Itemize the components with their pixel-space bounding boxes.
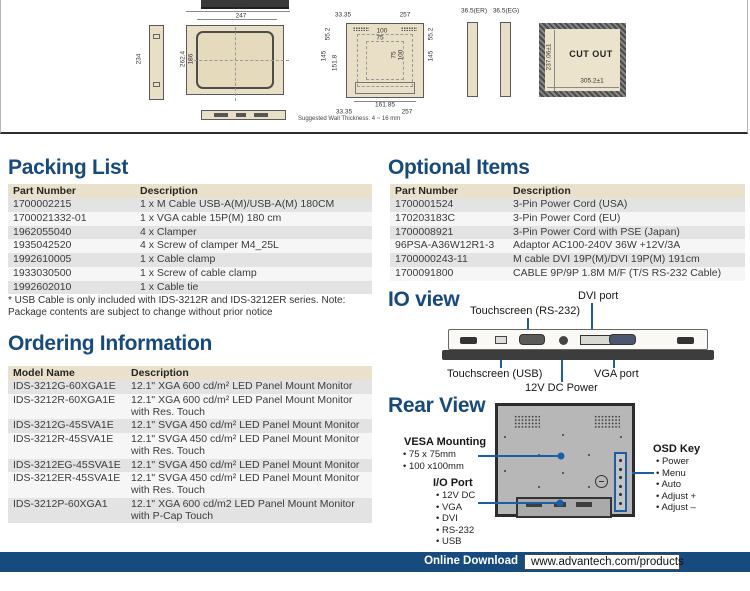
table-row [8,433,372,459]
description-cell: 12.1" XGA 600 cd/m2 LED Panel Mount Monitor with P-Cap Touch [126,498,372,524]
dim-side-eg: 36.5(EG) [492,7,520,15]
part-number-cell: 1700000243-11 [390,253,508,267]
dim-side-er: 36.5(ER) [460,7,488,15]
dim-rear-inner-c: 75 [390,51,398,59]
part-number-cell: 1700091800 [390,267,508,281]
description-cell: 1 x VGA cable 15P(M) 180 cm [135,212,372,226]
centerline-vertical [235,27,236,101]
io-port-item: • USB [436,536,475,548]
part-number-cell: 96PSA-A36W12R1-3 [390,239,508,253]
dim-rear-left-b: 145 [320,50,328,62]
model-name-cell: IDS-3212G-45SVA1E [8,419,126,433]
vesa-mounting-list [403,449,464,472]
model-name-cell: IDS-3212EG-45SVA1E [8,459,126,473]
table-row [8,380,372,394]
osd-item: • Menu [656,468,696,480]
table-row [8,459,372,473]
description-cell: CABLE 9P/9P 1.8M M/F (T/S RS-232 Cable) [508,267,745,281]
wall-thickness-note: Suggested Wall Thickness: 4 ~ 16 mm [298,116,401,122]
description-cell: 12.1" SVGA 450 cd/m² LED Panel Mount Monitor [126,419,372,433]
leader-line-dvi [591,303,593,331]
dim-rear-inner-b: 75 [376,34,384,42]
description-cell: 12.1" SVGA 450 cd/m² LED Panel Mount Monitor [126,459,372,473]
io-port-item: • RS-232 [436,525,475,537]
dim-rear-right-b: 145 [427,50,435,62]
part-number-cell: 1992602010 [8,281,135,295]
rear-io-connector [576,502,592,507]
osd-key-list [656,456,696,514]
table-row [8,239,372,253]
osd-item: • Power [656,456,696,468]
table-row [8,267,372,281]
dim-side-height: 234 [135,53,143,65]
part-number-cell: 1933030500 [8,267,135,281]
osd-buttons [614,452,627,512]
dim-rear-right-a: 55.2 [427,27,435,41]
table-row [390,267,745,281]
rear-vent [401,27,417,31]
ground-screw [595,475,608,488]
ordering-information-title: Ordering Information [8,332,213,355]
dim-front-outer-height: 262.4 [179,50,187,68]
dim-rear-inner-a: 100 [376,27,388,35]
dim-rear-bottom-a: 161.85 [375,101,395,109]
leader-line-vesa [478,455,560,457]
bottom-view-connector [214,113,228,117]
part-number-cell: 1700008921 [390,226,508,240]
io-port-list [436,490,475,548]
part-number-cell: 170203183C [390,212,508,226]
description-cell: M cable DVI 19P(M)/DVI 19P(M) 191cm [508,253,745,267]
dim-rear-top-width: 257 [399,11,411,19]
leader-line-io-port [478,502,558,504]
optional-items-title: Optional Items [388,156,530,179]
packing-list-title: Packing List [8,156,129,179]
vga-connector [609,334,636,345]
description-cell: 4 x Clamper [135,226,372,240]
description-cell: 12.1" XGA 600 cd/m² LED Panel Mount Monitor with Res. Touch [126,394,372,420]
part-number-cell: 1962055040 [8,226,135,240]
description-cell: Adaptor AC100-240V 36W +12V/3A [508,239,745,253]
ordering-col-model-name: Model Name [8,366,126,380]
ordering-col-description: Description [126,366,372,380]
cutout-label: CUT OUT [569,49,613,59]
table-row [8,498,372,524]
packing-list-note: * USB Cable is only included with IDS-3212R and IDS-3212ER series. Note: Package contents are subject to change without prior notice [8,295,346,318]
model-name-cell: IDS-3212ER-45SVA1E [8,472,126,498]
rear-screws [498,406,500,408]
leader-dot-vesa [558,453,565,460]
dim-rear-left-c: 151.8 [331,54,339,72]
description-cell: 1 x Screw of cable clamp [135,267,372,281]
description-cell: 1 x Cable tie [135,281,372,295]
vesa-item: • 75 x 75mm [403,449,464,461]
model-name-cell: IDS-3212P-60XGA1 [8,498,126,524]
dim-rear-left-a: 55.2 [324,27,332,41]
io-vent-left [460,337,477,344]
rear-vent-right [594,415,620,429]
osd-item: • Adjust + [656,491,696,503]
side-view-drawing [149,25,164,100]
dim-rear-bottom-b: 33.35 [335,108,353,116]
table-row [8,212,372,226]
online-download-label: Online Download [424,555,518,567]
label-touchscreen-rs232: Touchscreen (RS-232) [470,305,581,317]
dim-rear-top-offset: 33.35 [334,11,352,19]
model-name-cell: IDS-3212G-60XGA1E [8,380,126,394]
table-row [8,281,372,295]
table-row [390,253,745,267]
part-number-cell: 1935042520 [8,239,135,253]
dim-rear-bottom-c: 257 [401,108,413,116]
io-port-item: • VGA [436,502,475,514]
packing-col-part-number: Part Number [8,184,135,198]
description-cell: 12.1" SVGA 450 cd/m² LED Panel Mount Monitor with Res. Touch [126,472,372,498]
table-row [8,394,372,420]
part-number-cell: 1700002215 [8,198,135,212]
table-row [390,239,745,253]
optional-items-table [390,184,745,281]
table-row [8,198,372,212]
osd-item: • Auto [656,479,696,491]
usb-connector [495,336,507,344]
packing-list-table [8,184,372,294]
dim-line [547,87,619,88]
label-touchscreen-usb: Touchscreen (USB) [447,368,543,380]
part-number-cell: 1992610005 [8,253,135,267]
description-cell: 12.1" SVGA 450 cd/m² LED Panel Mount Monitor with Res. Touch [126,433,372,459]
label-12v-dc-power: 12V DC Power [525,382,598,394]
optional-col-part-number: Part Number [390,184,508,198]
part-number-cell: 1700021332-01 [8,212,135,226]
io-port-item: • 12V DC [436,490,475,502]
model-name-cell: IDS-3212R-60XGA1E [8,394,126,420]
dim-line [554,30,555,91]
bottom-view-connector [236,113,246,117]
io-view-drawing [448,329,708,350]
dim-front-outer-width: 323.7 [232,3,250,11]
rear-view-title: Rear View [388,394,486,417]
rear-io-block [516,497,612,518]
rear-vent-left [514,415,540,429]
website-url: www.advantech.com/products [524,554,680,570]
dim-rear-inner-d: 100 [397,49,405,61]
bottom-view-connector [254,113,268,117]
description-cell: 12.1" XGA 600 cd/m² LED Panel Mount Monitor [126,380,372,394]
model-name-cell: IDS-3212R-45SVA1E [8,433,126,459]
io-port-item: • DVI [436,513,475,525]
packing-col-description: Description [135,184,372,198]
table-row [390,198,745,212]
dim-front-screen-width: 247 [235,12,247,20]
io-view-title: IO view [388,288,460,311]
table-row [8,472,372,498]
io-view-bezel [442,350,714,360]
table-row [390,226,745,240]
side-view-detail [153,34,160,39]
label-vga-port: VGA port [594,368,639,380]
leader-line-osd [632,472,654,474]
osd-item: • Adjust – [656,502,696,514]
table-row [8,226,372,240]
optional-col-description: Description [508,184,745,198]
rear-io-outline [355,82,415,94]
dc-jack-connector [559,336,568,345]
table-row [390,212,745,226]
leader-dot-io-port [557,500,564,507]
description-cell: 1 x M Cable USB-A(M)/USB-A(M) 180CM [135,198,372,212]
centerline-horizontal [189,60,289,61]
description-cell: 3-Pin Power Cord with PSE (Japan) [508,226,745,240]
label-dvi-port: DVI port [578,290,619,302]
dim-front-screen-height: 186 [187,53,195,65]
footer-bar [0,552,750,572]
description-cell: 1 x Cable clamp [135,253,372,267]
io-vent-right [677,337,694,344]
vesa-item: • 100 x100mm [403,461,464,473]
dim-cutout-width: 305.2±1 [580,77,604,85]
dim-cutout-height: 237.06±1 [545,43,553,71]
rs232-connector [519,334,545,345]
side-view-eg-drawing [500,22,511,97]
description-cell: 4 x Screw of clamper M4_25L [135,239,372,253]
ordering-information-table [8,366,372,523]
part-number-cell: 1700001524 [390,198,508,212]
description-cell: 3-Pin Power Cord (USA) [508,198,745,212]
rear-vent [353,27,369,31]
table-row [8,419,372,433]
vesa-75-outline [366,41,404,80]
side-view-er-drawing [467,22,478,97]
ground-screw-slot [599,481,604,483]
dimension-drawings-panel [0,0,748,134]
rear-view-drawing [495,403,635,517]
bottom-view-drawing [201,110,286,120]
io-port-title: I/O Port [433,477,473,489]
osd-key-title: OSD Key [653,443,701,455]
table-row [8,253,372,267]
description-cell: 3-Pin Power Cord (EU) [508,212,745,226]
side-view-detail [153,82,160,87]
vesa-mounting-title: VESA Mounting [404,436,487,448]
